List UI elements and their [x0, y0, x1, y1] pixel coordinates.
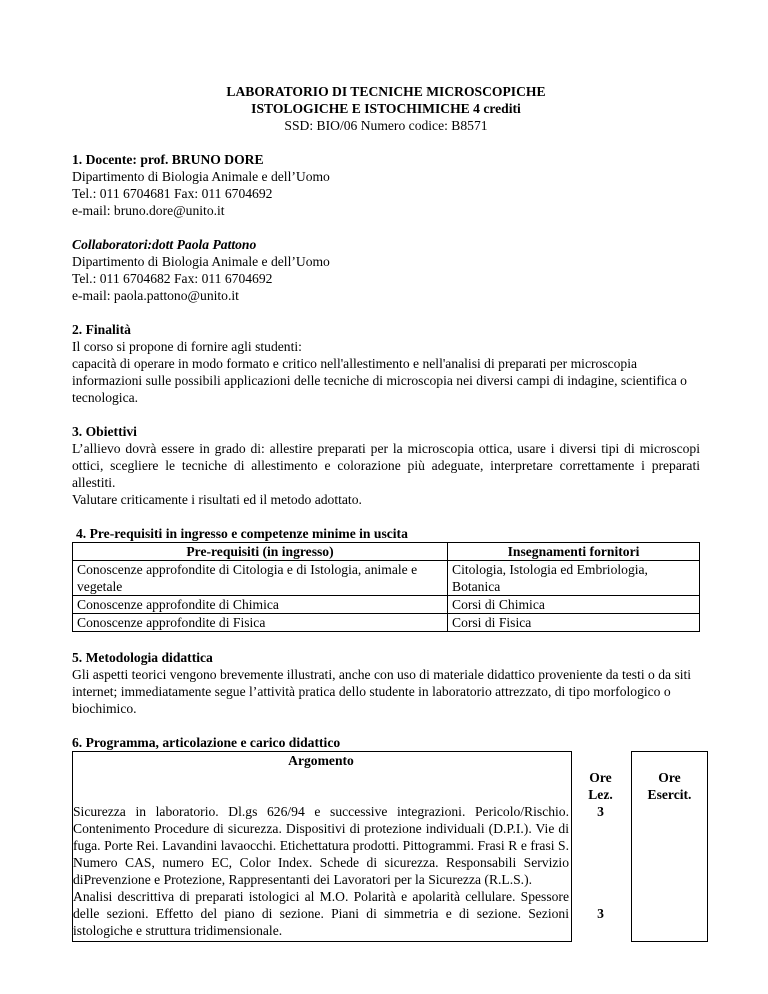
document-title-line2: ISTOLOGICHE E ISTOCHIMICHE 4 crediti [251, 101, 521, 116]
fornitori-col-header: Insegnamenti fornitori [448, 543, 700, 561]
finalita-line3: informazioni sulle possibili applicazioni delle tecniche di microscopia nei diversi campi di indagine, scientifica o tecnologica. [72, 373, 687, 405]
prerequisito-cell: Conoscenze approfondite di Chimica [73, 596, 448, 614]
docente-tel: Tel.: 011 6704681 Fax: 011 6704692 [72, 186, 273, 201]
prerequisito-cell: Conoscenze approfondite di Citologia e di Istologia, animale e vegetale [73, 561, 448, 596]
fornitore-cell: Corsi di Chimica [448, 596, 700, 614]
table-row [73, 561, 700, 596]
prerequisiti-col-header: Pre-requisiti (in ingresso) [73, 543, 448, 561]
obiettivi-text: L’allievo dovrà essere in grado di: allestire preparati per la microscopia ottica, usare i diversi tipi di microscopi ottici, scegliere le tecniche di allestimento e colorazione più adeguate, interpretare correttamente i preparati allestiti. [72, 441, 700, 490]
document-title-line1: LABORATORIO DI TECNICHE MICROSCOPICHE [226, 84, 546, 99]
fornitore-cell: Citologia, Istologia ed Embriologia, Botanica [448, 561, 700, 596]
prerequisiti-heading: 4. Pre-requisiti in ingresso e competenze minime in uscita [76, 526, 408, 541]
document-subtitle: SSD: BIO/06 Numero codice: B8571 [284, 118, 488, 133]
lez-cell: 3 [597, 804, 604, 819]
metodologia-heading: 5. Metodologia didattica [72, 650, 213, 665]
collaboratori-heading: Collaboratori:dott Paola Pattono [72, 237, 257, 252]
collaboratori-tel: Tel.: 011 6704682 Fax: 011 6704692 [72, 271, 273, 286]
prerequisiti-table [72, 542, 700, 632]
argomento-col-header: Argomento [288, 753, 354, 768]
docente-heading: 1. Docente: prof. BRUNO DORE [72, 152, 264, 167]
programma-heading: 6. Programma, articolazione e carico didattico [72, 735, 341, 750]
docente-email: e-mail: bruno.dore@unito.it [72, 203, 225, 218]
finalita-line1: Il corso si propone di fornire agli studenti: [72, 339, 302, 354]
argomento-cell: Analisi descrittiva di preparati istologici al M.O. Polarità e apolarità cellulare. Spessore delle sezioni. Effetto del piano di sezione. Piani di simmetria e di sezione. Sezioni istologiche e struttura tridimensionale. [73, 889, 569, 938]
metodologia-text: Gli aspetti teorici vengono brevemente illustrati, anche con uso di materiale didattico proveniente da testi o da siti internet; immediatamente segue l’attività pratica dello studente in laboratorio attrezzato, di tipo morfologico o biochimico. [72, 667, 692, 716]
programma-row-2 [72, 888, 706, 974]
table-row [73, 614, 700, 632]
collaboratori-email: e-mail: paola.pattono@unito.it [72, 288, 239, 303]
lez-cell: 3 [597, 906, 604, 921]
collaboratori-dept: Dipartimento di Biologia Animale e dell’Uomo [72, 254, 330, 269]
document-page [72, 83, 700, 940]
finalita-line2: capacità di operare in modo formato e critico nell'allestimento e nell'analisi di preparati per microscopia [72, 356, 638, 371]
lez-col-header: Ore Lez. [588, 770, 613, 802]
table-row [73, 596, 700, 614]
argomento-cell: Sicurezza in laboratorio. Dl.gs 626/94 e successive integrazioni. Pericolo/Rischio. Contenimento Procedure di sicurezza. Dispositivi di protezione individuali (D.P.I.). Vie di fuga. Porte Rei. Lavandini lavaocchi. Etichettatura prodotti. Pittogrammi. Frasi R e frasi S. Numero CAS, numero EC, Color Index. Schede di sicurezza. Responsabili Servizio diPrevenzione e Protezione, Rappresentanti dei Lavoratori per la Sicurezza (R.L.S.). [73, 804, 569, 887]
docente-dept: Dipartimento di Biologia Animale e dell’Uomo [72, 169, 330, 184]
finalita-heading: 2. Finalità [72, 322, 131, 337]
eserc-col-header: Ore Esercit. [647, 770, 692, 802]
prerequisito-cell: Conoscenze approfondite di Fisica [73, 614, 448, 632]
obiettivi-text2: Valutare criticamente i risultati ed il metodo adottato. [72, 492, 362, 507]
obiettivi-heading: 3. Obiettivi [72, 424, 137, 439]
fornitore-cell: Corsi di Fisica [448, 614, 700, 632]
